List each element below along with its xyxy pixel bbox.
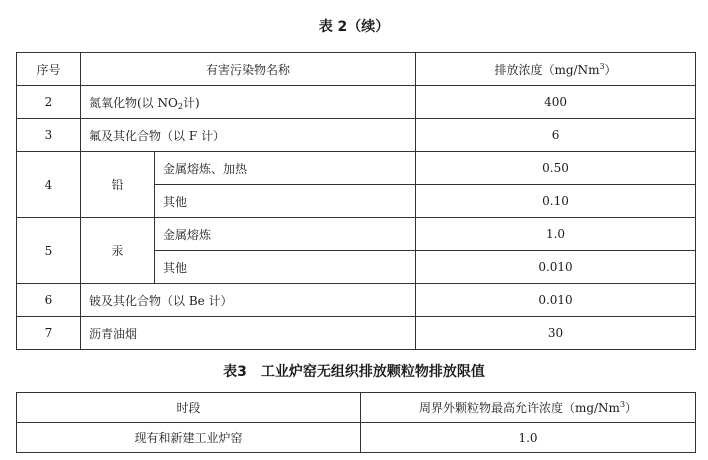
emission-value: 1.0 [416, 218, 696, 251]
header-no: 序号 [17, 53, 81, 86]
table-row [17, 317, 696, 350]
row-no: 2 [17, 86, 81, 119]
sub-category: 金属熔炼 [155, 218, 416, 251]
table2-caption: 表 2（续） [318, 19, 390, 35]
sub-category: 其他 [155, 251, 416, 284]
header-particulate-limit: 周界外颗粒物最高允许浓度（mg/Nm$^3$） [361, 393, 696, 423]
table-row [17, 423, 696, 453]
table-row [17, 86, 696, 119]
header-emission-limit: 排放浓度（mg/Nm$^3$） [416, 53, 696, 86]
row-no: 6 [17, 284, 81, 317]
row-no: 7 [17, 317, 81, 350]
header-period: 时段 [17, 393, 361, 423]
emission-value: 0.010 [416, 284, 696, 317]
table-row [17, 119, 696, 152]
pollutant-name: 氮氧化物(以 $NO_2$计) [81, 86, 416, 119]
table3-caption: 表3 工业炉窑无组织排放颗粒物排放限值 [223, 364, 485, 380]
limit-value: 1.0 [361, 423, 696, 453]
sub-category: 其他 [155, 185, 416, 218]
pollutant-name: 铅 [81, 152, 155, 218]
header-pollutant-name: 有害污染物名称 [81, 53, 416, 86]
pollutant-name: 沥青油烟 [81, 317, 416, 350]
row-no: 3 [17, 119, 81, 152]
emission-value: 0.50 [416, 152, 696, 185]
pollutant-name: 氟及其化合物（以 F 计） [81, 119, 416, 152]
emission-value: 6 [416, 119, 696, 152]
pollutant-emission-table [16, 52, 696, 350]
table-row [17, 218, 696, 251]
particulate-limit-table [16, 392, 696, 453]
emission-value: 0.010 [416, 251, 696, 284]
emission-value: 400 [416, 86, 696, 119]
row-no: 5 [17, 218, 81, 284]
table-row [17, 152, 696, 185]
period-value: 现有和新建工业炉窑 [17, 423, 361, 453]
sub-category: 金属熔炼、加热 [155, 152, 416, 185]
table-header-row [17, 393, 696, 423]
emission-value: 30 [416, 317, 696, 350]
table-header-row [17, 53, 696, 86]
pollutant-name: 铍及其化合物（以 Be 计） [81, 284, 416, 317]
row-no: 4 [17, 152, 81, 218]
pollutant-name: 汞 [81, 218, 155, 284]
emission-value: 0.10 [416, 185, 696, 218]
table-row [17, 284, 696, 317]
